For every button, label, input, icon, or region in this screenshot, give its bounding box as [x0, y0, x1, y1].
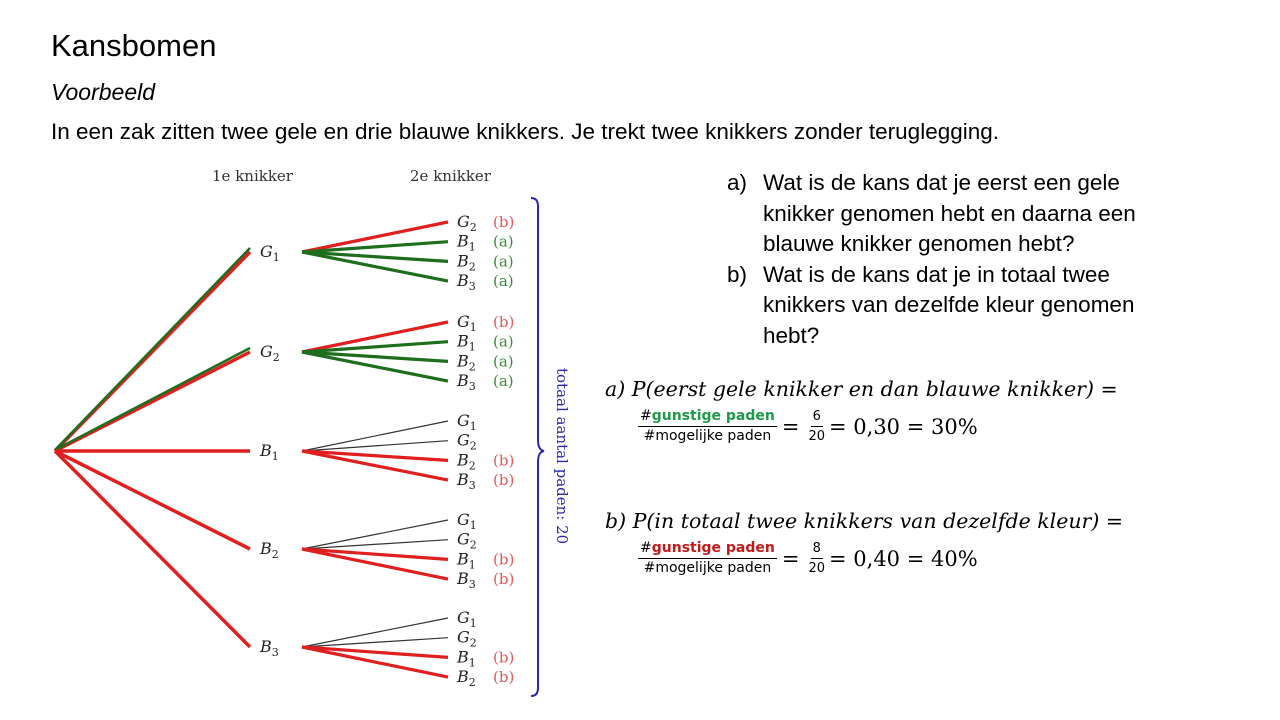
second-draw-label: $B_1$: [457, 331, 476, 354]
answer-a-result: = 0,30 = 30%: [829, 414, 978, 439]
question-letter: b): [727, 261, 748, 287]
first-draw-label: $B_1$: [260, 441, 279, 463]
path-tag: (b): [493, 313, 515, 331]
path-tag: (b): [493, 668, 515, 687]
second-draw-label: $B_2$: [457, 667, 476, 690]
second-draw-label: $G_1$: [457, 411, 477, 433]
second-draw-branch: [302, 421, 448, 451]
answer-b-formula: $\frac{\text{\#gunstige paden}}{\text{\#mogelijke paden}}$ = $\frac{8}{20}$ = 0,40 = 40%: [640, 540, 978, 576]
header-first-draw: 1e knikker: [212, 167, 293, 185]
second-draw-label: $G_1$: [457, 312, 477, 334]
slide-subtitle: Voorbeeld: [51, 79, 156, 105]
second-draw-label: $B_1$: [457, 231, 476, 254]
second-draw-label: $B_2$: [457, 251, 476, 274]
first-draw-branch-overlay: [55, 348, 250, 450]
first-draw-branch: [55, 451, 250, 549]
path-tag: (a): [493, 372, 514, 391]
first-draw-label: $G_1$: [260, 242, 280, 264]
path-tag: (b): [493, 570, 515, 589]
second-draw-label: $B_3$: [457, 371, 476, 394]
question-text: Wat is de kans dat je eerst een gele knikker genomen hebt en daarna een blauwe knikker genomen hebt?: [763, 170, 1136, 256]
path-tag: (a): [493, 272, 514, 291]
second-draw-label: $B_3$: [457, 470, 476, 493]
path-tag: (b): [493, 451, 515, 470]
probability-tree: [0, 0, 600, 720]
path-tag: (a): [493, 252, 514, 271]
second-draw-label: $G_2$: [457, 627, 477, 650]
second-draw-label: $G_1$: [457, 510, 477, 532]
fraction-paths: $\frac{\text{\#gunstige paden}}{\text{\#mogelijke paden}}$: [640, 408, 775, 444]
slide-title: Kansbomen: [51, 28, 217, 63]
possible-paths-label: #mogelijke paden: [643, 428, 772, 444]
path-tag: (a): [493, 332, 514, 351]
path-tag: (b): [493, 471, 515, 490]
second-draw-label: $B_3$: [457, 569, 476, 592]
path-tag: (b): [493, 550, 515, 569]
answer-a-heading: a) P(eerst gele knikker en dan blauwe knikker) =: [605, 377, 1118, 401]
path-tag: (b): [493, 213, 515, 231]
question-a: [727, 168, 1183, 260]
second-draw-label: $G_1$: [457, 608, 477, 630]
first-draw-label: $B_3$: [260, 637, 279, 659]
fraction-paths: $\frac{\text{\#gunstige paden}}{\text{\#mogelijke paden}}$: [640, 540, 775, 576]
second-draw-label: $B_2$: [457, 450, 476, 473]
first-draw-branch: [55, 352, 250, 451]
first-draw-branch-overlay: [55, 248, 250, 450]
second-draw-label: $B_1$: [457, 549, 476, 572]
favorable-paths-label: gunstige paden: [651, 408, 775, 424]
header-second-draw: 2e knikker: [410, 167, 491, 185]
possible-paths-label: #mogelijke paden: [643, 560, 772, 576]
second-draw-label: $B_1$: [457, 647, 476, 670]
question-letter: a): [727, 170, 748, 195]
question-text: Wat is de kans dat je in totaal twee knikkers van dezelfde kleur genomen hebt?: [763, 261, 1135, 348]
answer-b-heading: b) P(in totaal twee knikkers van dezelfde kleur) =: [605, 509, 1124, 533]
favorable-paths-label: gunstige paden: [651, 540, 775, 556]
second-draw-branch: [302, 441, 448, 451]
total-paths-label: totaal aantal paden: 20: [553, 368, 571, 545]
answer-b-result: = 0,40 = 40%: [829, 546, 978, 571]
fraction-value: $\frac{8}{20}$: [808, 541, 826, 576]
first-draw-branch: [55, 451, 250, 647]
fraction-value: $\frac{6}{20}$: [808, 409, 826, 444]
total-paths-brace: [531, 198, 544, 696]
first-draw-label: $G_2$: [260, 342, 280, 364]
path-tag: (b): [493, 648, 515, 667]
second-draw-label: $G_2$: [457, 529, 477, 552]
second-draw-label: $B_3$: [457, 271, 476, 294]
first-draw-label: $B_2$: [260, 539, 279, 561]
second-draw-label: $G_2$: [457, 212, 477, 234]
question-b: [727, 260, 1183, 352]
second-draw-label: $G_2$: [457, 430, 477, 453]
questions-list: [727, 168, 1183, 351]
path-tag: (a): [493, 352, 514, 371]
answer-a-formula: $\frac{\text{\#gunstige paden}}{\text{\#mogelijke paden}}$ = $\frac{6}{20}$ = 0,30 = 30%: [640, 408, 978, 444]
intro-text: In een zak zitten twee gele en drie blauwe knikkers. Je trekt twee knikkers zonder teruglegging.: [51, 119, 1000, 144]
path-tag: (a): [493, 232, 514, 251]
second-draw-label: $B_2$: [457, 351, 476, 374]
